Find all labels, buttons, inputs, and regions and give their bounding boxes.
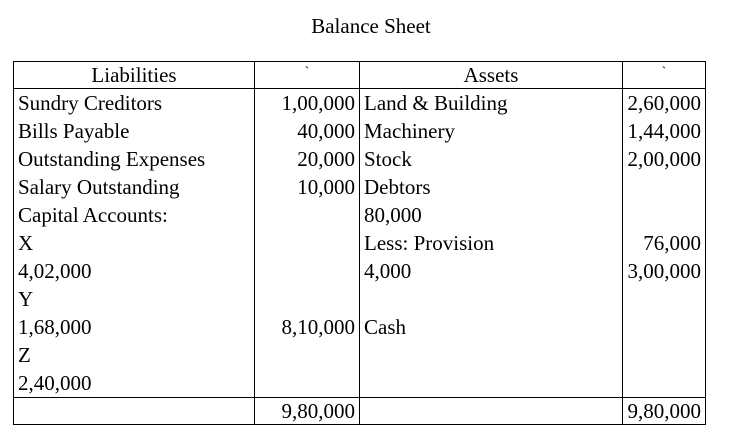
asset-amount-cell <box>623 313 706 341</box>
asset-amount-cell: 1,44,000 <box>623 117 706 145</box>
asset-cell: Debtors <box>360 173 623 201</box>
table-row <box>14 369 706 398</box>
liability-amount-cell <box>255 285 360 313</box>
liability-amount-cell: 10,000 <box>255 173 360 201</box>
asset-amount-cell <box>623 369 706 398</box>
liability-cell: Outstanding Expenses <box>14 145 255 173</box>
liability-total-label <box>14 398 255 425</box>
table-row <box>14 89 706 118</box>
table-row <box>14 341 706 369</box>
table-row <box>14 229 706 257</box>
asset-cell: Machinery <box>360 117 623 145</box>
liabilities-header: Liabilities <box>14 62 255 89</box>
rupee-symbol: ` <box>304 65 310 80</box>
table-row <box>14 117 706 145</box>
liability-amount-cell <box>255 201 360 229</box>
totals-row <box>14 398 706 425</box>
liability-cell: 4,02,000 <box>14 257 255 285</box>
table-row <box>14 145 706 173</box>
asset-amount-cell <box>623 201 706 229</box>
liability-cell: Bills Payable <box>14 117 255 145</box>
asset-cell <box>360 369 623 398</box>
asset-amount-cell <box>623 285 706 313</box>
asset-cell: Stock <box>360 145 623 173</box>
table-row <box>14 257 706 285</box>
balance-sheet-table <box>13 61 706 425</box>
asset-amount-cell <box>623 341 706 369</box>
liability-amount-cell: 8,10,000 <box>255 313 360 341</box>
liability-cell: Capital Accounts: <box>14 201 255 229</box>
asset-total-label <box>360 398 623 425</box>
asset-amount-cell: 3,00,000 <box>623 257 706 285</box>
table-row <box>14 285 706 313</box>
balance-sheet-body <box>14 89 706 398</box>
liability-cell: Z <box>14 341 255 369</box>
table-row <box>14 173 706 201</box>
liabilities-total: 9,80,000 <box>255 398 360 425</box>
liability-cell: 2,40,000 <box>14 369 255 398</box>
liability-amount-cell <box>255 369 360 398</box>
rupee-symbol: ` <box>661 65 667 80</box>
asset-cell: Cash <box>360 313 623 341</box>
asset-amount-cell <box>623 173 706 201</box>
table-row <box>14 201 706 229</box>
liability-amount-cell <box>255 257 360 285</box>
liability-cell: 1,68,000 <box>14 313 255 341</box>
asset-cell: Less: Provision <box>360 229 623 257</box>
liability-cell: X <box>14 229 255 257</box>
header-row <box>14 62 706 89</box>
asset-amount-cell: 2,60,000 <box>623 89 706 118</box>
liability-amount-cell <box>255 341 360 369</box>
balance-sheet-title: Balance Sheet <box>311 14 431 38</box>
liabilities-amount-header <box>255 62 360 89</box>
assets-amount-header <box>623 62 706 89</box>
assets-total: 9,80,000 <box>623 398 706 425</box>
liability-amount-cell: 1,00,000 <box>255 89 360 118</box>
table-row <box>14 313 706 341</box>
asset-cell: 80,000 <box>360 201 623 229</box>
asset-cell <box>360 341 623 369</box>
liability-amount-cell: 40,000 <box>255 117 360 145</box>
liability-cell: Salary Outstanding <box>14 173 255 201</box>
asset-cell <box>360 285 623 313</box>
asset-amount-cell: 2,00,000 <box>623 145 706 173</box>
asset-cell: 4,000 <box>360 257 623 285</box>
liability-amount-cell: 20,000 <box>255 145 360 173</box>
asset-amount-cell: 76,000 <box>623 229 706 257</box>
assets-header: Assets <box>360 62 623 89</box>
liability-cell: Y <box>14 285 255 313</box>
liability-amount-cell <box>255 229 360 257</box>
liability-cell: Sundry Creditors <box>14 89 255 118</box>
asset-cell: Land & Building <box>360 89 623 118</box>
